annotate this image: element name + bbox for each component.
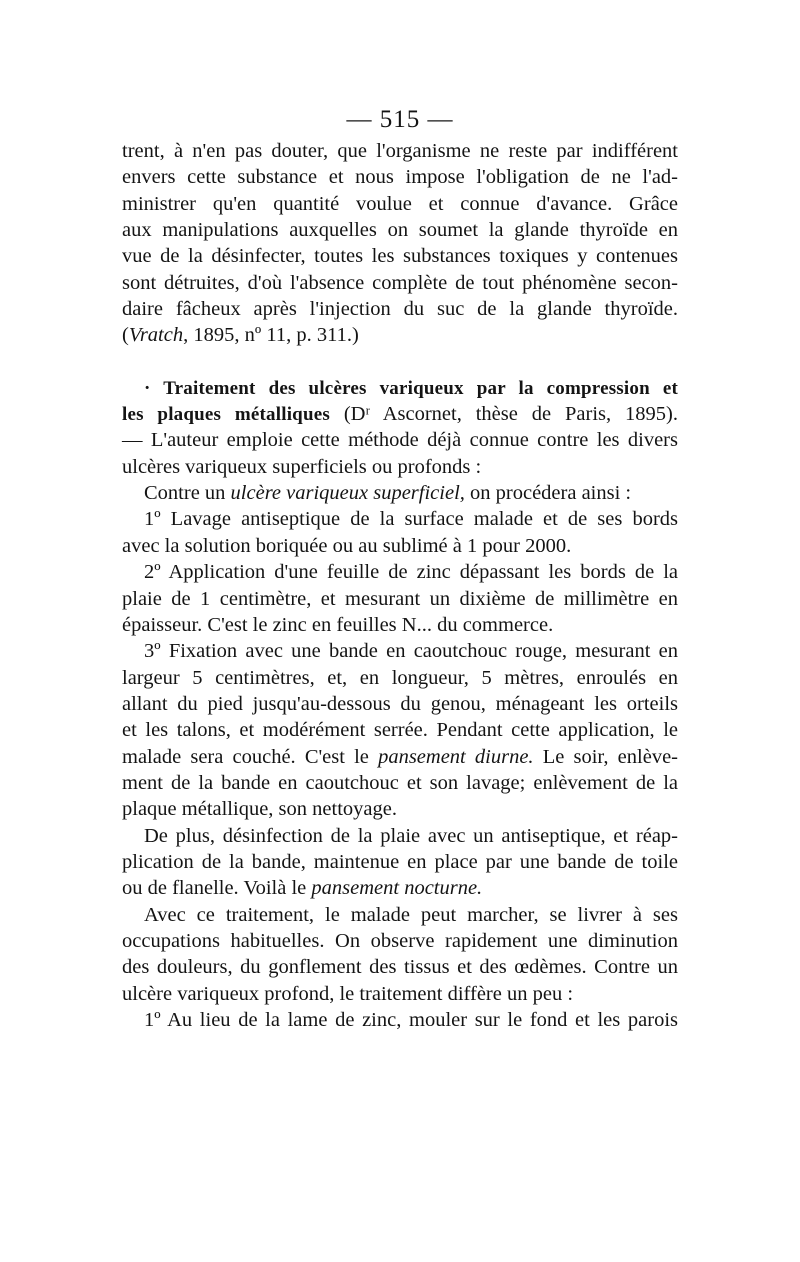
paragraph-thyroid-continuation <box>122 138 678 349</box>
text-line: plaie de 1 centimètre, et mesurant un dixième de millimètre en <box>122 587 678 610</box>
text-line: 1º Au lieu de la lame de zinc, mouler sur le fond et les parois <box>144 1009 678 1031</box>
section-title-cont: les plaques métalliques <box>122 404 330 426</box>
text-line: 1º Lavage antiseptique de la surface malade et de ses bords <box>144 508 678 531</box>
citation-line: (Vratch, 1895, nº 11, p. 311.) <box>122 324 359 347</box>
text-line: — L'auteur emploie cette méthode déjà connue contre les divers <box>122 429 678 452</box>
text-line: ulcère variqueux profond, le traitement diffère un peu : <box>122 982 574 1005</box>
section-title-line <box>122 375 678 401</box>
text-line: 3º Fixation avec une bande en caoutchouc rouge, mesurant en <box>144 640 678 663</box>
text-line: Contre un ulcère variqueux superficiel, on procédera ainsi : <box>144 482 632 505</box>
text-line: sont détruites, d'où l'absence complète de tout phénomène secon- <box>122 271 678 294</box>
text-line: De plus, désinfection de la plaie avec un antiseptique, et réap- <box>144 824 678 847</box>
text-line: et les talons, et modérément serrée. Pendant cette application, le <box>122 719 678 742</box>
text-line: envers cette substance et nous impose l'obligation de ne l'ad- <box>122 166 678 189</box>
text-line: avec la solution boriquée ou au sublimé à 1 pour 2000. <box>122 534 572 557</box>
text-line: plication de la bande, maintenue en place par une bande de toile <box>122 850 678 873</box>
text-line: largeur 5 centimètres, et, en longueur, 5 mètres, enroulés en <box>122 666 678 689</box>
text-line: 2º Application d'une feuille de zinc dépassant les bords de la <box>144 561 678 584</box>
text-line: ulcères variqueux superficiels ou profonds : <box>122 455 482 478</box>
text-line: ministrer qu'en quantité voulue et connue d'avance. Grâce <box>122 192 678 215</box>
text-line: aux manipulations auxquelles on soumet la glande thyroïde en <box>122 219 678 242</box>
page-body <box>122 138 678 1033</box>
text-line: occupations habituelles. On observe rapidement une diminution <box>122 929 678 952</box>
section-varicose-ulcers <box>122 375 678 1034</box>
section-title: · Traitement des ulcères variqueux par la compression et <box>144 377 678 399</box>
text-line: Avec ce traitement, le malade peut marcher, se livrer à ses <box>144 903 678 926</box>
text-line: ment de la bande en caoutchouc et son lavage; enlèvement de la <box>122 771 678 794</box>
section-title-line <box>122 401 678 427</box>
text-line: des douleurs, du gonflement des tissus et des œdèmes. Contre un <box>122 956 678 979</box>
journal-name: Vratch <box>128 324 184 347</box>
section-reference: (Dʳ Ascornet, thèse de Paris, 1895). <box>329 403 678 426</box>
text-line: ou de flanelle. Voilà le pansement nocturne. <box>122 877 483 900</box>
text-line: daire fâcheux après l'injection du suc de la glande thyroïde. <box>122 298 678 321</box>
text-line: épaisseur. C'est le zinc en feuilles N... du commerce. <box>122 613 554 636</box>
page-number: — 515 — <box>346 106 454 133</box>
text-line: malade sera couché. C'est le pansement diurne. Le soir, enlève- <box>122 745 678 768</box>
text-line: allant du pied jusqu'au-dessous du genou, ménageant les orteils <box>122 692 678 715</box>
text-line: trent, à n'en pas douter, que l'organisme ne reste par indifférent <box>122 140 678 162</box>
section-gap <box>122 349 678 375</box>
text-line: vue de la désinfecter, toutes les substances toxiques y contenues <box>122 245 678 268</box>
text-line: plaque métallique, son nettoyage. <box>122 798 397 821</box>
